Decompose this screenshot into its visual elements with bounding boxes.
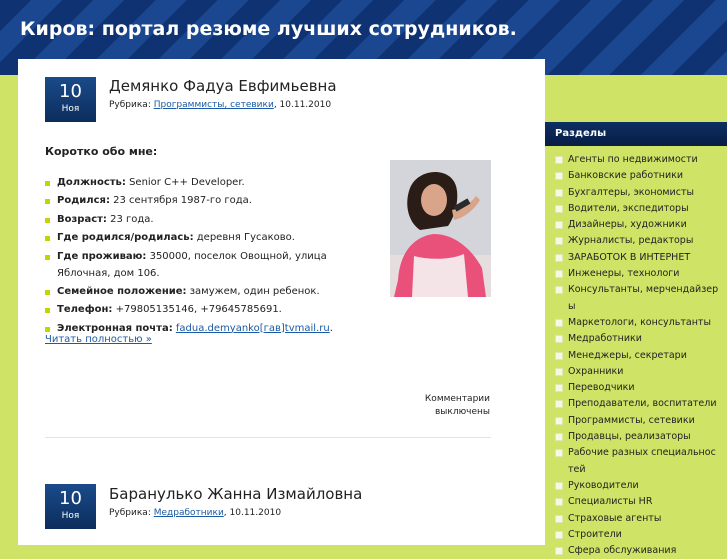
category-item[interactable] bbox=[545, 201, 727, 217]
category-item[interactable] bbox=[545, 233, 727, 249]
checkbox-icon bbox=[555, 270, 563, 278]
date-month: Ноя bbox=[61, 511, 80, 521]
person-photo-illustration bbox=[390, 160, 491, 297]
bullet-icon bbox=[45, 255, 50, 260]
field-value: Senior C++ Developer. bbox=[125, 177, 245, 188]
main-content bbox=[18, 59, 545, 545]
field-value: 23 сентября 1987-го года. bbox=[109, 195, 252, 207]
category-label[interactable]: Водители, экспедиторы bbox=[568, 202, 689, 214]
category-item[interactable] bbox=[545, 511, 727, 527]
profile-photo bbox=[390, 160, 491, 297]
category-label[interactable]: Строители bbox=[568, 528, 622, 540]
field-phone bbox=[45, 301, 345, 318]
field-residence bbox=[45, 248, 345, 282]
comments-status: Комментарии выключены bbox=[424, 394, 490, 417]
category-item[interactable] bbox=[545, 250, 727, 266]
category-label[interactable]: Специалисты HR bbox=[568, 496, 653, 508]
checkbox-icon bbox=[555, 417, 563, 425]
checkbox-icon bbox=[555, 368, 563, 376]
field-label: Возраст: bbox=[57, 213, 107, 225]
field-suffix: . bbox=[329, 322, 333, 334]
field-value: деревня Гусаково. bbox=[193, 232, 295, 244]
profile-fields bbox=[45, 174, 345, 338]
field-label: Где проживаю: bbox=[57, 250, 147, 262]
category-item[interactable] bbox=[545, 152, 727, 168]
category-item[interactable] bbox=[545, 478, 727, 494]
bullet-icon bbox=[45, 236, 50, 241]
about-heading: Коротко обо мне: bbox=[45, 145, 158, 158]
category-label[interactable]: Банковские работники bbox=[568, 170, 684, 182]
category-item[interactable] bbox=[545, 413, 727, 429]
checkbox-icon bbox=[555, 189, 563, 197]
category-label[interactable]: Сфера обслуживания bbox=[568, 545, 677, 557]
field-value: замужем, один ребенок. bbox=[186, 285, 320, 297]
field-value: 23 года. bbox=[106, 213, 154, 225]
category-label[interactable]: Медработники bbox=[568, 333, 642, 345]
meta-prefix: Рубрика: bbox=[109, 508, 154, 518]
category-label[interactable]: Консультанты, мерчендайзеры bbox=[568, 284, 719, 312]
category-list bbox=[545, 152, 727, 559]
sidebar bbox=[545, 122, 727, 557]
field-label: Должность: bbox=[57, 177, 126, 188]
field-value: +79805135146, +79645785691. bbox=[112, 304, 282, 316]
category-item[interactable] bbox=[545, 494, 727, 510]
category-item[interactable] bbox=[545, 266, 727, 282]
bullet-icon bbox=[45, 290, 50, 295]
category-item[interactable] bbox=[545, 348, 727, 364]
post-date: , 10.11.2010 bbox=[273, 100, 332, 110]
date-month: Ноя bbox=[61, 104, 80, 114]
bullet-icon bbox=[45, 308, 50, 313]
checkbox-icon bbox=[555, 384, 563, 392]
post-title[interactable]: Баранулько Жанна Измайловна bbox=[109, 485, 363, 503]
checkbox-icon bbox=[555, 498, 563, 506]
checkbox-icon bbox=[555, 254, 563, 262]
checkbox-icon bbox=[555, 286, 563, 294]
category-item[interactable] bbox=[545, 380, 727, 396]
checkbox-icon bbox=[555, 237, 563, 245]
post-divider bbox=[45, 437, 491, 438]
field-age bbox=[45, 211, 345, 228]
category-link[interactable]: Медработники bbox=[153, 508, 224, 518]
bullet-icon bbox=[45, 218, 50, 223]
category-label[interactable]: Рабочие разных специальностей bbox=[568, 447, 716, 475]
category-item[interactable] bbox=[545, 331, 727, 347]
meta-prefix: Рубрика: bbox=[109, 100, 154, 110]
field-label: Родился: bbox=[57, 195, 110, 207]
category-item[interactable] bbox=[545, 364, 727, 380]
category-item[interactable] bbox=[545, 527, 727, 543]
category-label[interactable]: Руководители bbox=[568, 479, 639, 491]
category-label[interactable]: Программисты, сетевики bbox=[568, 414, 695, 426]
checkbox-icon bbox=[555, 400, 563, 408]
field-label: Семейное положение: bbox=[57, 285, 187, 297]
category-label[interactable]: Дизайнеры, художники bbox=[568, 219, 687, 231]
checkbox-icon bbox=[555, 515, 563, 523]
checkbox-icon bbox=[555, 335, 563, 343]
category-item[interactable] bbox=[545, 185, 727, 201]
category-item[interactable] bbox=[545, 168, 727, 184]
field-position bbox=[45, 174, 345, 191]
category-label[interactable]: Инженеры, технологи bbox=[568, 268, 680, 280]
site-title[interactable]: Киров: портал резюме лучших сотрудников. bbox=[20, 18, 517, 40]
field-value: 350000, поселок Овощной, улица Яблочная, дом 106. bbox=[57, 250, 327, 279]
category-item[interactable] bbox=[545, 315, 727, 331]
category-label[interactable]: Журналисты, редакторы bbox=[568, 235, 694, 247]
bullet-icon bbox=[45, 199, 50, 204]
post-date: , 10.11.2010 bbox=[223, 508, 282, 518]
checkbox-icon bbox=[555, 433, 563, 441]
category-label[interactable]: Бухгалтеры, экономисты bbox=[568, 186, 694, 198]
category-label[interactable]: ЗАРАБОТОК В ИНТЕРНЕТ bbox=[568, 251, 691, 263]
checkbox-icon bbox=[555, 352, 563, 360]
field-family bbox=[45, 283, 345, 300]
checkbox-icon bbox=[555, 319, 563, 327]
category-label[interactable]: Маркетологи, консультанты bbox=[568, 316, 711, 328]
field-label: Где родился/родилась: bbox=[57, 232, 194, 244]
field-label: Электронная почта: bbox=[57, 322, 173, 334]
checkbox-icon bbox=[555, 449, 563, 457]
category-item[interactable] bbox=[545, 445, 727, 478]
bullet-icon bbox=[45, 327, 50, 332]
checkbox-icon bbox=[555, 531, 563, 539]
category-item[interactable] bbox=[545, 396, 727, 412]
field-birthplace bbox=[45, 229, 345, 246]
bullet-icon bbox=[45, 181, 50, 186]
date-badge bbox=[45, 484, 96, 529]
checkbox-icon bbox=[555, 482, 563, 490]
post-meta bbox=[109, 508, 281, 518]
category-link[interactable]: Программисты, сетевики bbox=[153, 100, 274, 110]
checkbox-icon bbox=[555, 156, 563, 164]
date-day: 10 bbox=[59, 81, 82, 102]
category-item[interactable] bbox=[545, 429, 727, 445]
category-label[interactable]: Преподаватели, воспитатели bbox=[568, 398, 717, 410]
read-more-link[interactable]: Читать полностью » bbox=[45, 334, 152, 345]
email-link[interactable]: fadua.demyanko[гав]tvmail.ru bbox=[175, 322, 330, 334]
post-meta bbox=[109, 100, 331, 110]
sidebar-title: Разделы bbox=[545, 122, 727, 146]
date-badge bbox=[45, 77, 96, 122]
checkbox-icon bbox=[555, 172, 563, 180]
checkbox-icon bbox=[555, 221, 563, 229]
post-title[interactable]: Демянко Фадуа Евфимьевна bbox=[109, 77, 337, 95]
category-label[interactable]: Менеджеры, секретари bbox=[568, 349, 687, 361]
checkbox-icon bbox=[555, 205, 563, 213]
category-label[interactable]: Агенты по недвижимости bbox=[568, 154, 698, 165]
category-item[interactable] bbox=[545, 543, 727, 559]
date-day: 10 bbox=[59, 488, 82, 509]
category-label[interactable]: Продавцы, реализаторы bbox=[568, 431, 691, 443]
field-born bbox=[45, 192, 345, 209]
category-item[interactable] bbox=[545, 282, 727, 315]
category-label[interactable]: Переводчики bbox=[568, 382, 635, 394]
field-label: Телефон: bbox=[57, 304, 113, 316]
checkbox-icon bbox=[555, 547, 563, 555]
category-item[interactable] bbox=[545, 217, 727, 233]
category-label[interactable]: Охранники bbox=[568, 365, 624, 377]
category-label[interactable]: Страховые агенты bbox=[568, 512, 662, 524]
